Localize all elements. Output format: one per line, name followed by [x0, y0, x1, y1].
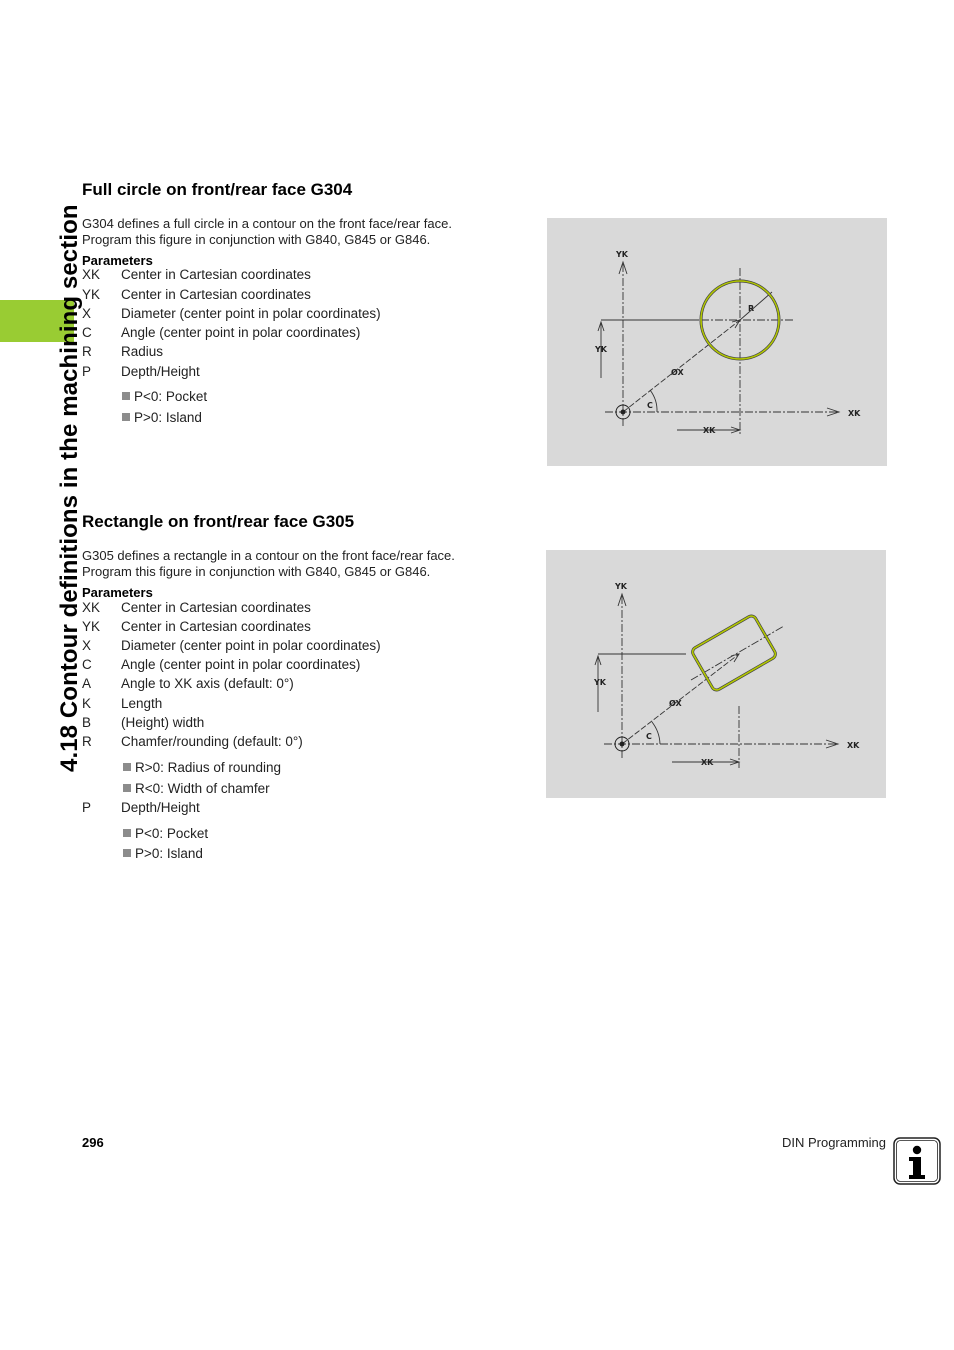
param-code: P — [82, 800, 92, 815]
angle-label: C — [647, 401, 653, 410]
param-row — [82, 344, 163, 359]
xk-dim-label: XK — [701, 758, 714, 767]
section-heading-g305: Rectangle on front/rear face G305 — [82, 512, 355, 531]
square-bullet-icon — [122, 392, 130, 400]
radius-label: R — [748, 304, 755, 313]
param-row — [82, 287, 311, 302]
angle-label: C — [646, 732, 652, 741]
bullet-item: P>0: Island — [123, 846, 203, 861]
param-code: C — [82, 325, 92, 340]
figure-full-circle — [547, 218, 887, 466]
param-desc: Angle (center point in polar coordinates) — [121, 325, 361, 340]
diameter-label: ØX — [669, 699, 682, 708]
param-code: YK — [82, 619, 101, 634]
bullet-item: P>0: Island — [122, 410, 202, 425]
param-row — [82, 306, 381, 321]
param-desc: Radius — [121, 344, 164, 359]
param-desc: Angle (center point in polar coordinates) — [121, 657, 361, 672]
yk-dim-label: YK — [594, 678, 606, 687]
param-row — [82, 734, 303, 749]
param-row — [82, 715, 204, 730]
intro-line: G304 defines a full circle in a contour on the front face/rear face. — [82, 216, 452, 231]
xk-axis-label: XK — [847, 741, 860, 750]
intro-line: Program this figure in conjunction with G840, G845 or G846. — [82, 232, 431, 247]
param-row — [82, 267, 311, 282]
param-row — [82, 800, 200, 815]
yk-dim-label: YK — [595, 345, 607, 354]
param-code: R — [82, 344, 92, 359]
full-circle-diagram — [547, 218, 887, 466]
param-desc: Diameter (center point in polar coordinates) — [121, 306, 381, 321]
param-code: P — [82, 364, 92, 379]
param-row — [82, 676, 294, 691]
param-code: X — [82, 306, 92, 321]
square-bullet-icon — [123, 849, 131, 857]
param-row — [82, 638, 381, 653]
param-desc: Center in Cartesian coordinates — [121, 267, 311, 282]
intro-line: G305 defines a rectangle in a contour on the front face/rear face. — [82, 548, 455, 563]
param-desc: Length — [121, 696, 163, 711]
figure-rectangle — [546, 550, 886, 798]
rectangle-diagram — [546, 550, 886, 798]
param-desc: Angle to XK axis (default: 0°) — [121, 676, 294, 691]
param-row — [82, 364, 200, 379]
page-number: 296 — [82, 1135, 104, 1150]
chapter-side-title: 4.18 Contour definitions in the machining section — [56, 204, 83, 772]
param-row — [82, 619, 311, 634]
param-desc: Depth/Height — [121, 364, 200, 379]
info-icon — [893, 1137, 941, 1185]
xk-axis-label: XK — [848, 409, 861, 418]
xk-dim-label: XK — [703, 426, 716, 435]
param-desc: Center in Cartesian coordinates — [121, 600, 311, 615]
param-desc: Diameter (center point in polar coordinates) — [121, 638, 381, 653]
param-code: XK — [82, 600, 101, 615]
param-desc: Center in Cartesian coordinates — [121, 287, 311, 302]
yk-axis-label: YK — [615, 582, 627, 591]
param-row — [82, 325, 360, 340]
bullet-item: R>0: Radius of rounding — [123, 760, 281, 775]
param-code: X — [82, 638, 92, 653]
intro-line: Program this figure in conjunction with G840, G845 or G846. — [82, 564, 431, 579]
section-intro-g304 — [82, 216, 512, 248]
param-row — [82, 600, 311, 615]
bullet-item: R<0: Width of chamfer — [123, 781, 270, 796]
param-desc: Chamfer/rounding (default: 0°) — [121, 734, 303, 749]
param-code: R — [82, 734, 92, 749]
param-code: A — [82, 676, 92, 691]
footer-title: DIN Programming — [781, 1135, 886, 1150]
square-bullet-icon — [123, 763, 131, 771]
param-code: B — [82, 715, 92, 730]
square-bullet-icon — [122, 413, 130, 421]
param-code: C — [82, 657, 92, 672]
parameters-label: Parameters — [82, 253, 153, 268]
param-desc: Center in Cartesian coordinates — [121, 619, 311, 634]
bullet-item: P<0: Pocket — [123, 826, 208, 841]
bullet-item: P<0: Pocket — [122, 389, 207, 404]
param-code: K — [82, 696, 92, 711]
parameters-label: Parameters — [82, 585, 153, 600]
param-code: YK — [82, 287, 101, 302]
param-desc: (Height) width — [121, 715, 205, 730]
yk-axis-label: YK — [616, 250, 628, 259]
section-heading-g304: Full circle on front/rear face G304 — [82, 180, 353, 199]
square-bullet-icon — [123, 829, 131, 837]
section-intro-g305 — [82, 548, 512, 580]
square-bullet-icon — [123, 784, 131, 792]
param-row — [82, 657, 360, 672]
param-desc: Depth/Height — [121, 800, 200, 815]
param-code: XK — [82, 267, 101, 282]
param-row — [82, 696, 162, 711]
diameter-label: ØX — [671, 368, 684, 377]
